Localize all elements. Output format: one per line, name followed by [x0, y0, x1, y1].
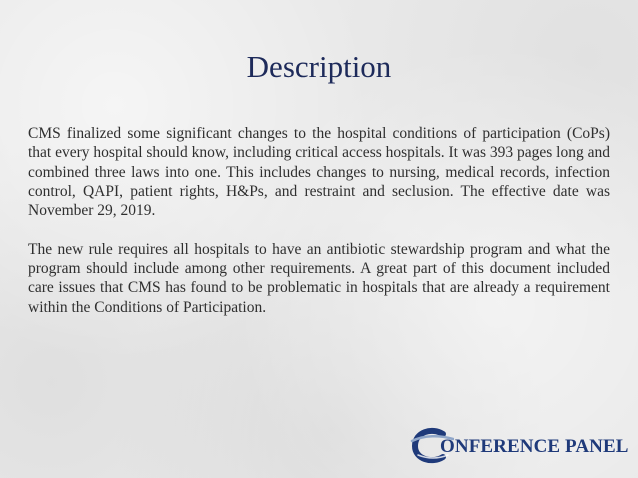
- slide-title: Description: [246, 49, 392, 84]
- conference-panel-logo: [410, 426, 629, 466]
- paragraph-1: CMS finalized some significant changes to the hospital conditions of participation (CoPs) that every hospital should know, including critical access hospitals. It was 393 pages long and combined three laws into one. This includes changes to nursing, medical records, infection control, QAPI, patient rights, H&Ps, and restraint and seclusion. The effective date was November 29, 2019.: [28, 125, 610, 220]
- paragraph-2: The new rule requires all hospitals to have an antibiotic stewardship program and what the program should include among other requirements. A great part of this document included care issues that CMS has found to be problematic in hospitals that are already a requirement within the Conditions of Participation.: [28, 240, 610, 316]
- logo-text: ONFERENCE PANEL: [440, 436, 629, 457]
- slide-body: [28, 124, 610, 336]
